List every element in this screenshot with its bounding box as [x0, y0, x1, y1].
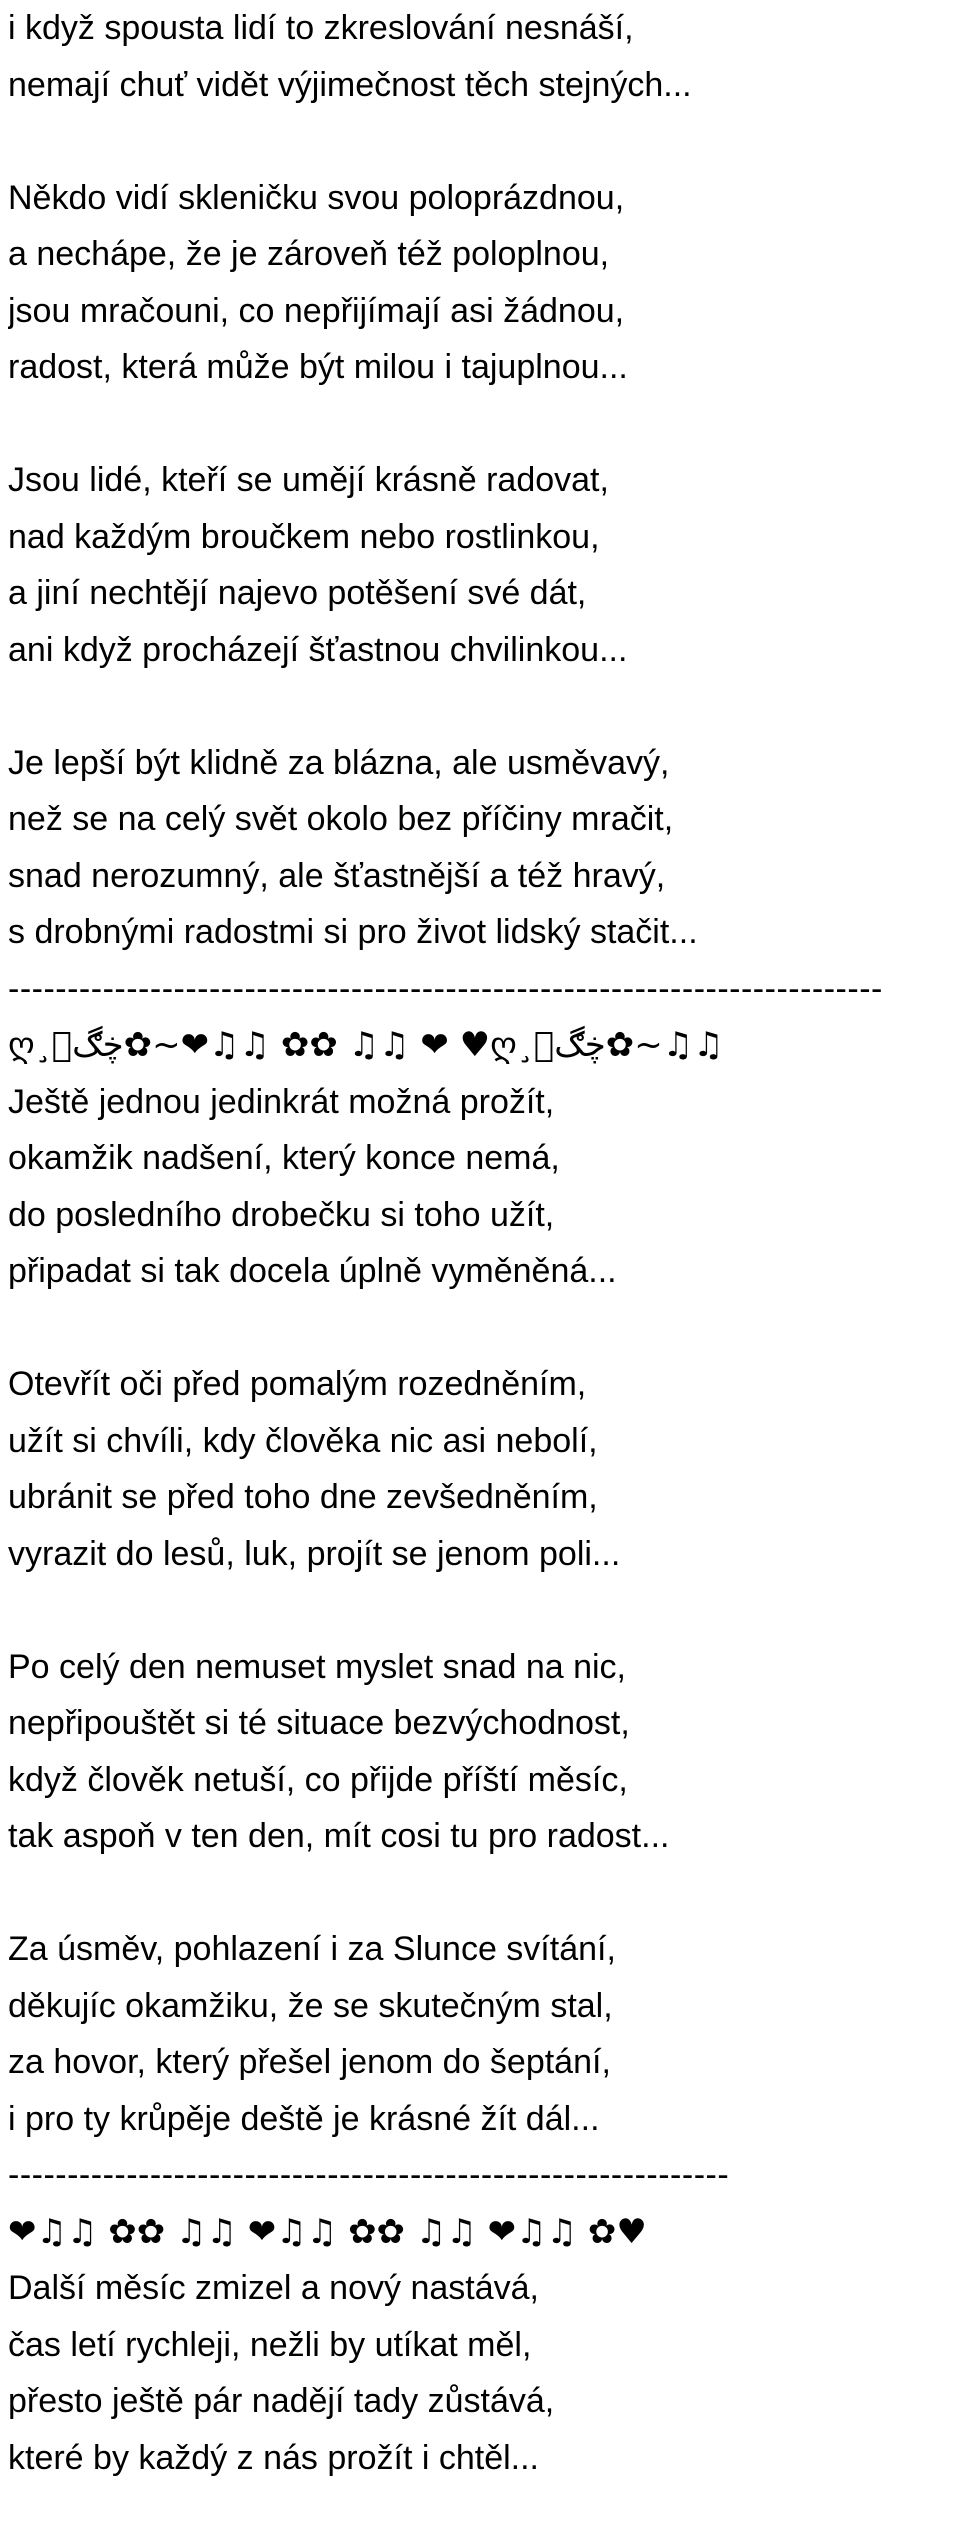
poem-line: Za úsměv, pohlazení i za Slunce svítání,	[8, 1930, 616, 1968]
poem-line: ani když procházejí šťastnou chvilinkou...	[8, 630, 628, 669]
poem-line: Je lepší být klidně za blázna, ale usměvavý,	[8, 743, 670, 782]
stanza-gap	[8, 113, 956, 170]
poem-line: nemají chuť vidět výjimečnost těch stejných...	[8, 65, 692, 104]
poem-line: Ještě jednou jedinkrát možná prožít,	[8, 1082, 555, 1121]
poem-line: užít si chvíli, kdy člověka nic asi nebolí,	[8, 1421, 598, 1460]
stanza-gap	[8, 1582, 956, 1639]
poem-line: Po celý den nemuset myslet snad na nic,	[8, 1647, 626, 1686]
dashed-separator: -------------------------------------------------------------	[8, 2156, 730, 2194]
stanza-7	[8, 1921, 956, 2147]
poem-line: Jsou lidé, kteří se umějí krásně radovat,	[8, 461, 609, 499]
poem-line: Další měsíc zmizel a nový nastává,	[8, 2269, 539, 2307]
intro-lines	[8, 0, 956, 113]
poem-line: připadat si tak docela úplně vyměněná...	[8, 1252, 617, 1290]
stanza-gap	[8, 678, 956, 735]
poem-line: Otevřít oči před pomalým rozedněním,	[8, 1365, 587, 1403]
stanza-1	[8, 170, 956, 396]
poem-line: než se na celý svět okolo bez příčiny mračit,	[8, 800, 674, 838]
poem-line: snad nerozumný, ale šťastnější a též hravý,	[8, 856, 666, 895]
poem-line: které by každý z nás prožít i chtěl...	[8, 2438, 540, 2477]
poem-line: za hovor, který přešel jenom do šeptání,	[8, 2043, 611, 2081]
poem-line: nad každým broučkem nebo rostlinkou,	[8, 517, 600, 556]
poem-line: tak aspoň v ten den, mít cosi tu pro radost...	[8, 1817, 670, 1855]
poem-line: okamžik nadšení, který konce nemá,	[8, 1139, 560, 1177]
poem-line: když člověk netuší, co přijde příští měsíc,	[8, 1760, 628, 1799]
poem-line: nepřipouštět si té situace bezvýchodnost,	[8, 1704, 630, 1742]
stanza-5	[8, 1356, 956, 1582]
stanza-8	[8, 2260, 956, 2486]
poem-line: čas letí rychleji, nežli by utíkat měl,	[8, 2325, 532, 2364]
poem-line: děkujíc okamžiku, že se skutečným stal,	[8, 1986, 613, 2025]
ornament-line: ❤♫♫ ✿✿ ♫♫ ❤♫♫ ✿✿ ♫♫ ❤♫♫ ✿♥	[8, 2211, 647, 2252]
stanza-6	[8, 1639, 956, 1865]
poem-line: a jiní nechtějí najevo potěšení své dát,	[8, 574, 587, 612]
poem-line: a nechápe, že je zároveň též poloplnou,	[8, 235, 610, 273]
poem-line: ubránit se před toho dne zevšedněním,	[8, 1478, 598, 1516]
stanza-4	[8, 1074, 956, 1300]
ornament-line: ღ¸ڿڰۣ✿~❤♫♫ ✿✿ ♫♫ ❤ ♥ღ¸ڿڰۣ✿~♫♫	[8, 1025, 724, 1065]
stanza-gap	[8, 1865, 956, 1922]
poem-line: i když spousta lidí to zkreslování nesnáší,	[8, 9, 634, 47]
poem-line: Někdo vidí skleničku svou poloprázdnou,	[8, 178, 625, 217]
dashed-separator: --------------------------------------------------------------------------	[8, 969, 883, 1008]
stanza-gap	[8, 396, 956, 453]
poem-line: s drobnými radostmi si pro život lidský stačit...	[8, 913, 698, 951]
poem-page	[8, 0, 956, 2486]
stanza-gap	[8, 1300, 956, 1357]
stanza-3	[8, 735, 956, 961]
poem-line: přesto ještě pár nadějí tady zůstává,	[8, 2382, 555, 2420]
poem-line: i pro ty krůpěje deště je krásné žít dál...	[8, 2099, 600, 2138]
poem-line: do posledního drobečku si toho užít,	[8, 1195, 555, 1234]
stanza-2	[8, 452, 956, 678]
poem-line: jsou mračouni, co nepřijímají asi žádnou,	[8, 291, 625, 330]
poem-line: vyrazit do lesů, luk, projít se jenom poli...	[8, 1534, 621, 1573]
poem-line: radost, která může být milou i tajuplnou...	[8, 348, 628, 386]
